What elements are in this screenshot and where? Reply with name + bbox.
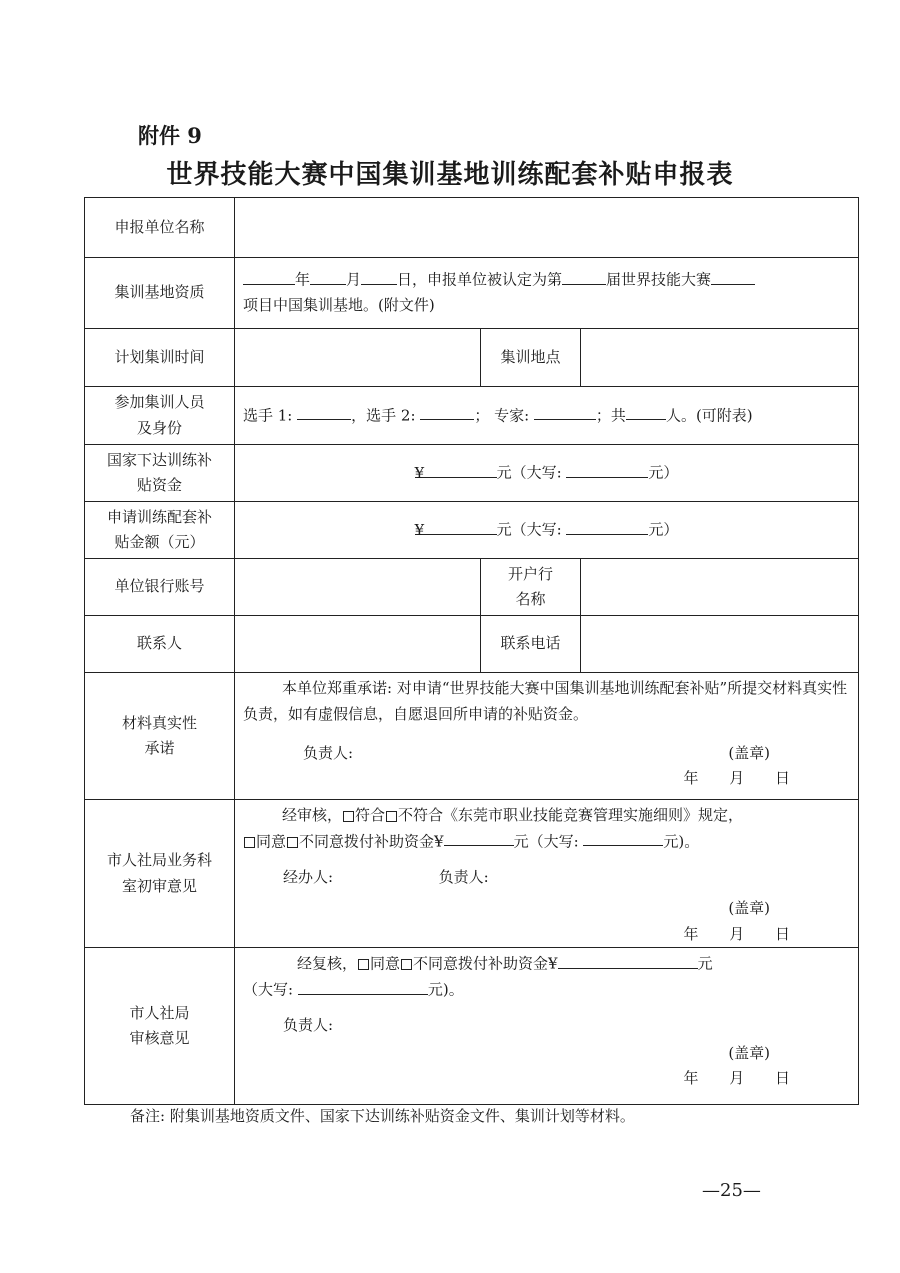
personnel-label-line1: 参加集训人员 xyxy=(114,393,205,411)
row-contact xyxy=(85,616,859,673)
commitment-label xyxy=(85,673,235,800)
national-fund-label-line1: 国家下达训练补 xyxy=(106,450,212,469)
bureau-review-label-line2: 审核意见 xyxy=(129,1029,190,1047)
player2-blank[interactable] xyxy=(420,403,474,421)
year-blank[interactable] xyxy=(243,267,295,285)
dept-amount-blank[interactable] xyxy=(444,829,514,847)
expert-text: ； 专家: xyxy=(474,406,530,424)
dept-review-field xyxy=(235,800,859,948)
row-qualification xyxy=(85,258,859,329)
row-dept-review xyxy=(85,800,859,948)
bureau-amount-blank[interactable] xyxy=(558,951,698,969)
bureau-yuan-text: 元 xyxy=(697,954,713,973)
bureau-review-label xyxy=(85,948,235,1105)
row-unit-name xyxy=(85,198,859,258)
yuan-end-text: 元） xyxy=(648,520,679,539)
row-bureau-review xyxy=(85,948,859,1105)
bank-name-label-line1: 开户行 xyxy=(507,564,553,583)
page-number: —25— xyxy=(702,1180,761,1201)
month-text: 月 xyxy=(346,270,362,289)
row-bank xyxy=(85,559,859,616)
player1-text: 选手 1: xyxy=(243,406,293,424)
dept-disagree-text: 不同意拨付补助资金¥ xyxy=(299,832,444,850)
dept-disagree-checkbox[interactable] xyxy=(287,837,298,848)
bureau-review-intro: 经复核， xyxy=(297,954,358,973)
dept-daxie-blank[interactable] xyxy=(583,829,663,847)
row-personnel xyxy=(85,387,859,445)
dept-review-label xyxy=(85,800,235,948)
qualification-label: 集训基地资质 xyxy=(85,258,235,329)
year-text: 年 xyxy=(295,270,311,289)
phone-field[interactable] xyxy=(581,616,859,673)
application-form-table xyxy=(84,197,859,1105)
bank-name-label xyxy=(481,559,581,616)
bureau-end-text: 元)。 xyxy=(427,980,464,999)
dept-review-label-line2: 室初审意见 xyxy=(121,876,197,895)
form-title: 世界技能大赛中国集训基地训练配套补贴申报表 xyxy=(166,160,734,190)
bank-name-label-line2: 名称 xyxy=(515,590,546,608)
national-fund-label xyxy=(85,445,235,502)
national-fund-field[interactable] xyxy=(235,445,859,502)
national-fund-amount[interactable] xyxy=(414,461,497,482)
bureau-date: 年 月 日 xyxy=(683,1069,791,1087)
commitment-text: 本单位郑重承诺: 对申请“世界技能大赛中国集训基地训练配套补贴”所提交材料真实性负责，如有虚假信息，自愿退回所申请的补贴资金。 xyxy=(243,679,848,723)
dept-review-label-line1: 市人社局业务科 xyxy=(106,851,212,869)
attachment-label: 附件 9 xyxy=(138,123,202,148)
contact-label: 联系人 xyxy=(85,616,235,673)
session-text: 届世界技能大赛 xyxy=(606,270,712,289)
player1-blank[interactable] xyxy=(297,403,351,421)
bureau-review-field xyxy=(235,948,859,1105)
commitment-label-line1: 材料真实性 xyxy=(121,713,197,732)
bureau-disagree-checkbox[interactable] xyxy=(401,959,412,970)
personnel-field[interactable] xyxy=(235,387,859,445)
commitment-seal: (盖章) xyxy=(728,743,771,762)
row-commitment xyxy=(85,673,859,800)
unit-name-field[interactable] xyxy=(235,198,859,258)
yuan-daxie-text: 元（大写: xyxy=(496,520,562,539)
location-label: 集训地点 xyxy=(481,329,581,387)
qualification-field[interactable] xyxy=(235,258,859,329)
row-national-fund xyxy=(85,445,859,502)
personnel-label xyxy=(85,387,235,445)
dept-end-text: 元)。 xyxy=(663,832,700,850)
phone-label: 联系电话 xyxy=(481,616,581,673)
not-comply-checkbox[interactable] xyxy=(386,811,397,822)
plan-time-field[interactable] xyxy=(235,329,481,387)
yen-symbol: ¥ xyxy=(414,520,425,539)
bureau-seal: (盖章) xyxy=(728,1043,771,1062)
bank-account-field[interactable] xyxy=(235,559,481,616)
month-blank[interactable] xyxy=(310,267,346,285)
total-blank[interactable] xyxy=(626,403,666,421)
player2-text: ，选手 2: xyxy=(351,406,416,424)
bureau-responsible: 负责人: xyxy=(283,1016,334,1034)
contact-field[interactable] xyxy=(235,616,481,673)
dept-handler: 经办人: xyxy=(283,867,334,886)
row-apply-amount xyxy=(85,502,859,559)
session-blank[interactable] xyxy=(562,267,606,285)
dept-date: 年 月 日 xyxy=(683,924,791,943)
commitment-label-line2: 承诺 xyxy=(144,739,175,757)
expert-blank[interactable] xyxy=(534,403,596,421)
commitment-date: 年 月 日 xyxy=(683,769,791,787)
day-blank[interactable] xyxy=(361,267,397,285)
yuan-daxie-text: 元（大写: xyxy=(496,463,562,482)
national-fund-daxie-blank[interactable] xyxy=(566,460,648,478)
bank-name-field[interactable] xyxy=(581,559,859,616)
national-fund-label-line2: 贴资金 xyxy=(136,476,182,494)
yuan-end-text: 元） xyxy=(648,463,679,482)
apply-amount-label-line1: 申请训练配套补 xyxy=(106,507,212,526)
apply-amount-label-line2: 贴金额（元） xyxy=(114,533,205,551)
bureau-agree-text: 同意 xyxy=(370,954,401,973)
commitment-responsible: 负责人: xyxy=(303,744,354,762)
row-plan-time xyxy=(85,329,859,387)
yen-symbol: ¥ xyxy=(414,463,425,482)
dept-seal: (盖章) xyxy=(728,899,771,917)
dept-agree-checkbox[interactable] xyxy=(244,837,255,848)
dept-agree-text: 同意 xyxy=(256,832,287,850)
not-comply-text: 不符合《东莞市职业技能竞赛管理实施细则》规定， xyxy=(398,806,744,824)
comply-text: 符合 xyxy=(355,806,386,824)
bureau-review-label-line1: 市人社局 xyxy=(129,1003,190,1022)
personnel-label-line2: 及身份 xyxy=(136,418,182,437)
qualification-line2: 项目中国集训基地。(附文件) xyxy=(243,296,435,315)
comply-checkbox[interactable] xyxy=(343,811,354,822)
plan-time-label: 计划集训时间 xyxy=(85,329,235,387)
commitment-field xyxy=(235,673,859,800)
apply-amount-amount[interactable] xyxy=(414,518,497,539)
bureau-daxie-blank[interactable] xyxy=(298,977,428,995)
bureau-agree-checkbox[interactable] xyxy=(358,959,369,970)
total-text: ；共 xyxy=(595,406,626,424)
apply-amount-label xyxy=(85,502,235,559)
day-text: 日，申报单位被认定为第 xyxy=(397,270,563,289)
dept-responsible: 负责人: xyxy=(438,867,489,886)
bureau-disagree-text: 不同意拨付补助资金¥ xyxy=(413,954,558,973)
location-field[interactable] xyxy=(581,329,859,387)
apply-amount-field[interactable] xyxy=(235,502,859,559)
footnote: 备注: 附集训基地资质文件、国家下达训练补贴资金文件、集训计划等材料。 xyxy=(130,1107,635,1125)
dept-review-intro: 经审核， xyxy=(282,806,343,824)
project-blank[interactable] xyxy=(711,267,755,285)
personnel-tail: 人。(可附表) xyxy=(665,406,753,424)
unit-name-label: 申报单位名称 xyxy=(85,198,235,258)
bureau-daxie-text: （大写: xyxy=(243,980,294,999)
dept-daxie-text: 元（大写: xyxy=(513,832,579,850)
apply-amount-daxie-blank[interactable] xyxy=(566,517,648,535)
bank-account-label: 单位银行账号 xyxy=(85,559,235,616)
